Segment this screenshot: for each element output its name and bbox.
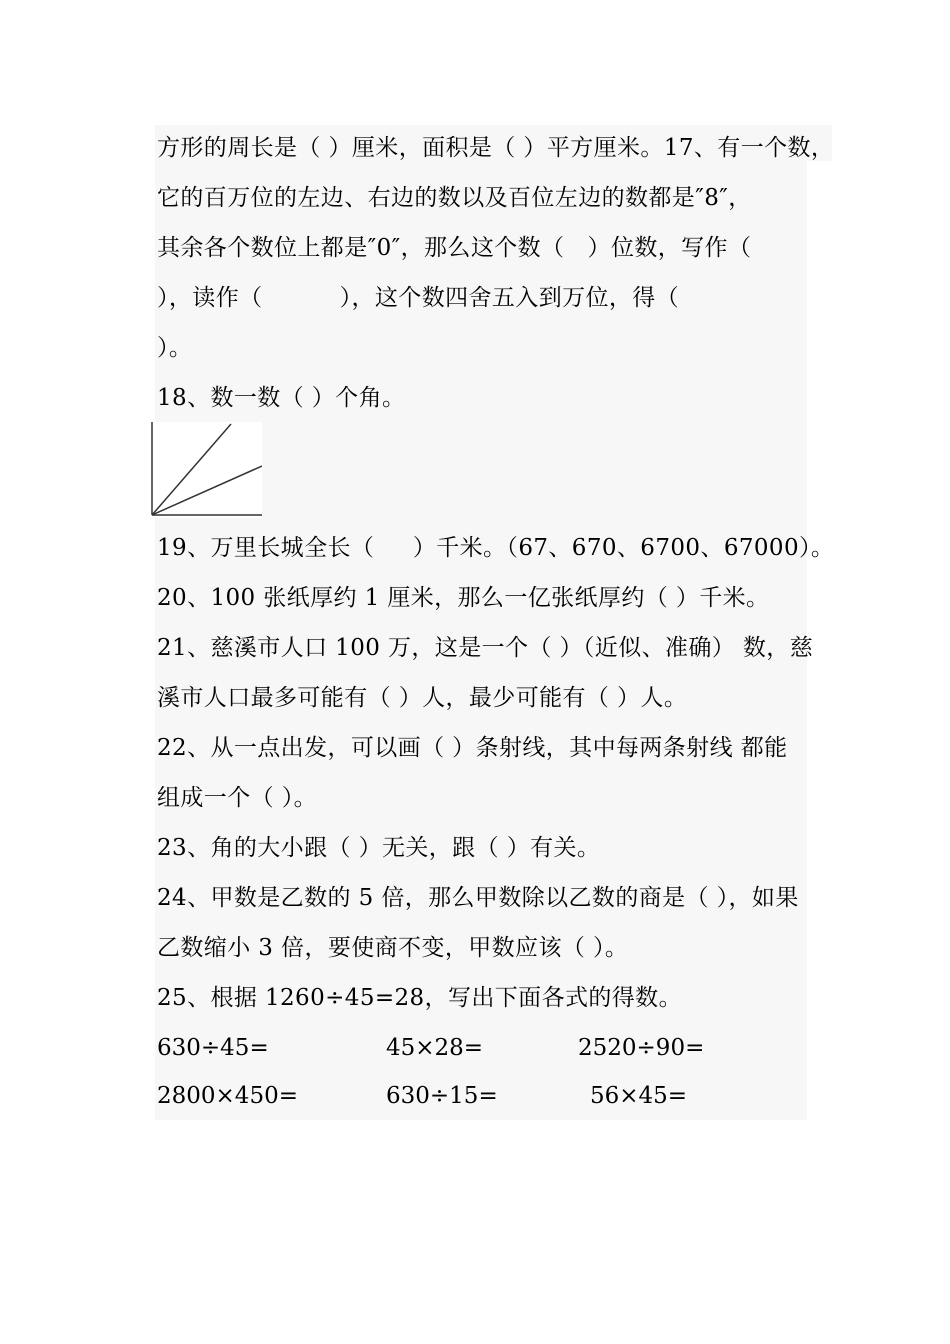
question-23: 23、角的大小跟（ ）无关，跟（ ）有关。 xyxy=(157,835,601,861)
question-25: 25、根据 1260÷45=28，写出下面各式的得数。 xyxy=(157,985,682,1011)
question-20: 20、100 张纸厚约 1 厘米，那么一亿张纸厚约（ ）千米。 xyxy=(157,585,770,611)
expression-2800-times-450: 2800×450= xyxy=(157,1083,298,1109)
angle-figure xyxy=(149,422,262,518)
content-background xyxy=(155,125,807,1120)
expression-630-div-45: 630÷45= xyxy=(157,1035,269,1061)
angle-figure-background xyxy=(149,422,262,518)
expression-56-times-45: 56×45= xyxy=(590,1083,688,1109)
question-17-line-2: 它的百万位的左边、右边的数以及百位左边的数都是″8″， xyxy=(157,185,752,211)
question-18: 18、数一数（ ）个角。 xyxy=(157,385,406,411)
question-19: 19、万里长城全长（ ）千米。（67、670、6700、67000）。 xyxy=(157,535,835,561)
question-17-line-3: 其余各个数位上都是″0″，那么这个数（ ）位数，写作（ xyxy=(157,235,752,261)
question-24-line-2: 乙数缩小 3 倍，要使商不变，甲数应该（ ）。 xyxy=(157,935,629,961)
question-17-line-5: ）。 xyxy=(157,335,193,361)
question-21-line-1: 21、慈溪市人口 100 万，这是一个（ ）（近似、准确） 数，慈 xyxy=(157,635,814,661)
question-24-line-1: 24、甲数是乙数的 5 倍，那么甲数除以乙数的商是（ ），如果 xyxy=(157,885,799,911)
question-22-line-2: 组成一个（ ）。 xyxy=(157,785,318,811)
expression-45-times-28: 45×28= xyxy=(386,1035,484,1061)
question-22-line-1: 22、从一点出发，可以画（ ）条射线，其中每两条射线 都能 xyxy=(157,735,788,761)
expression-2520-div-90: 2520÷90= xyxy=(578,1035,705,1061)
expression-630-div-15: 630÷15= xyxy=(386,1083,498,1109)
question-16-tail: 方形的周长是（ ）厘米，面积是（ ）平方厘米。17、有一个数， xyxy=(157,135,835,161)
question-21-line-2: 溪市人口最多可能有（ ）人，最少可能有（ ）人。 xyxy=(157,685,688,711)
question-17-line-4: ），读作（ ），这个数四舍五入到万位，得（ xyxy=(157,285,680,311)
